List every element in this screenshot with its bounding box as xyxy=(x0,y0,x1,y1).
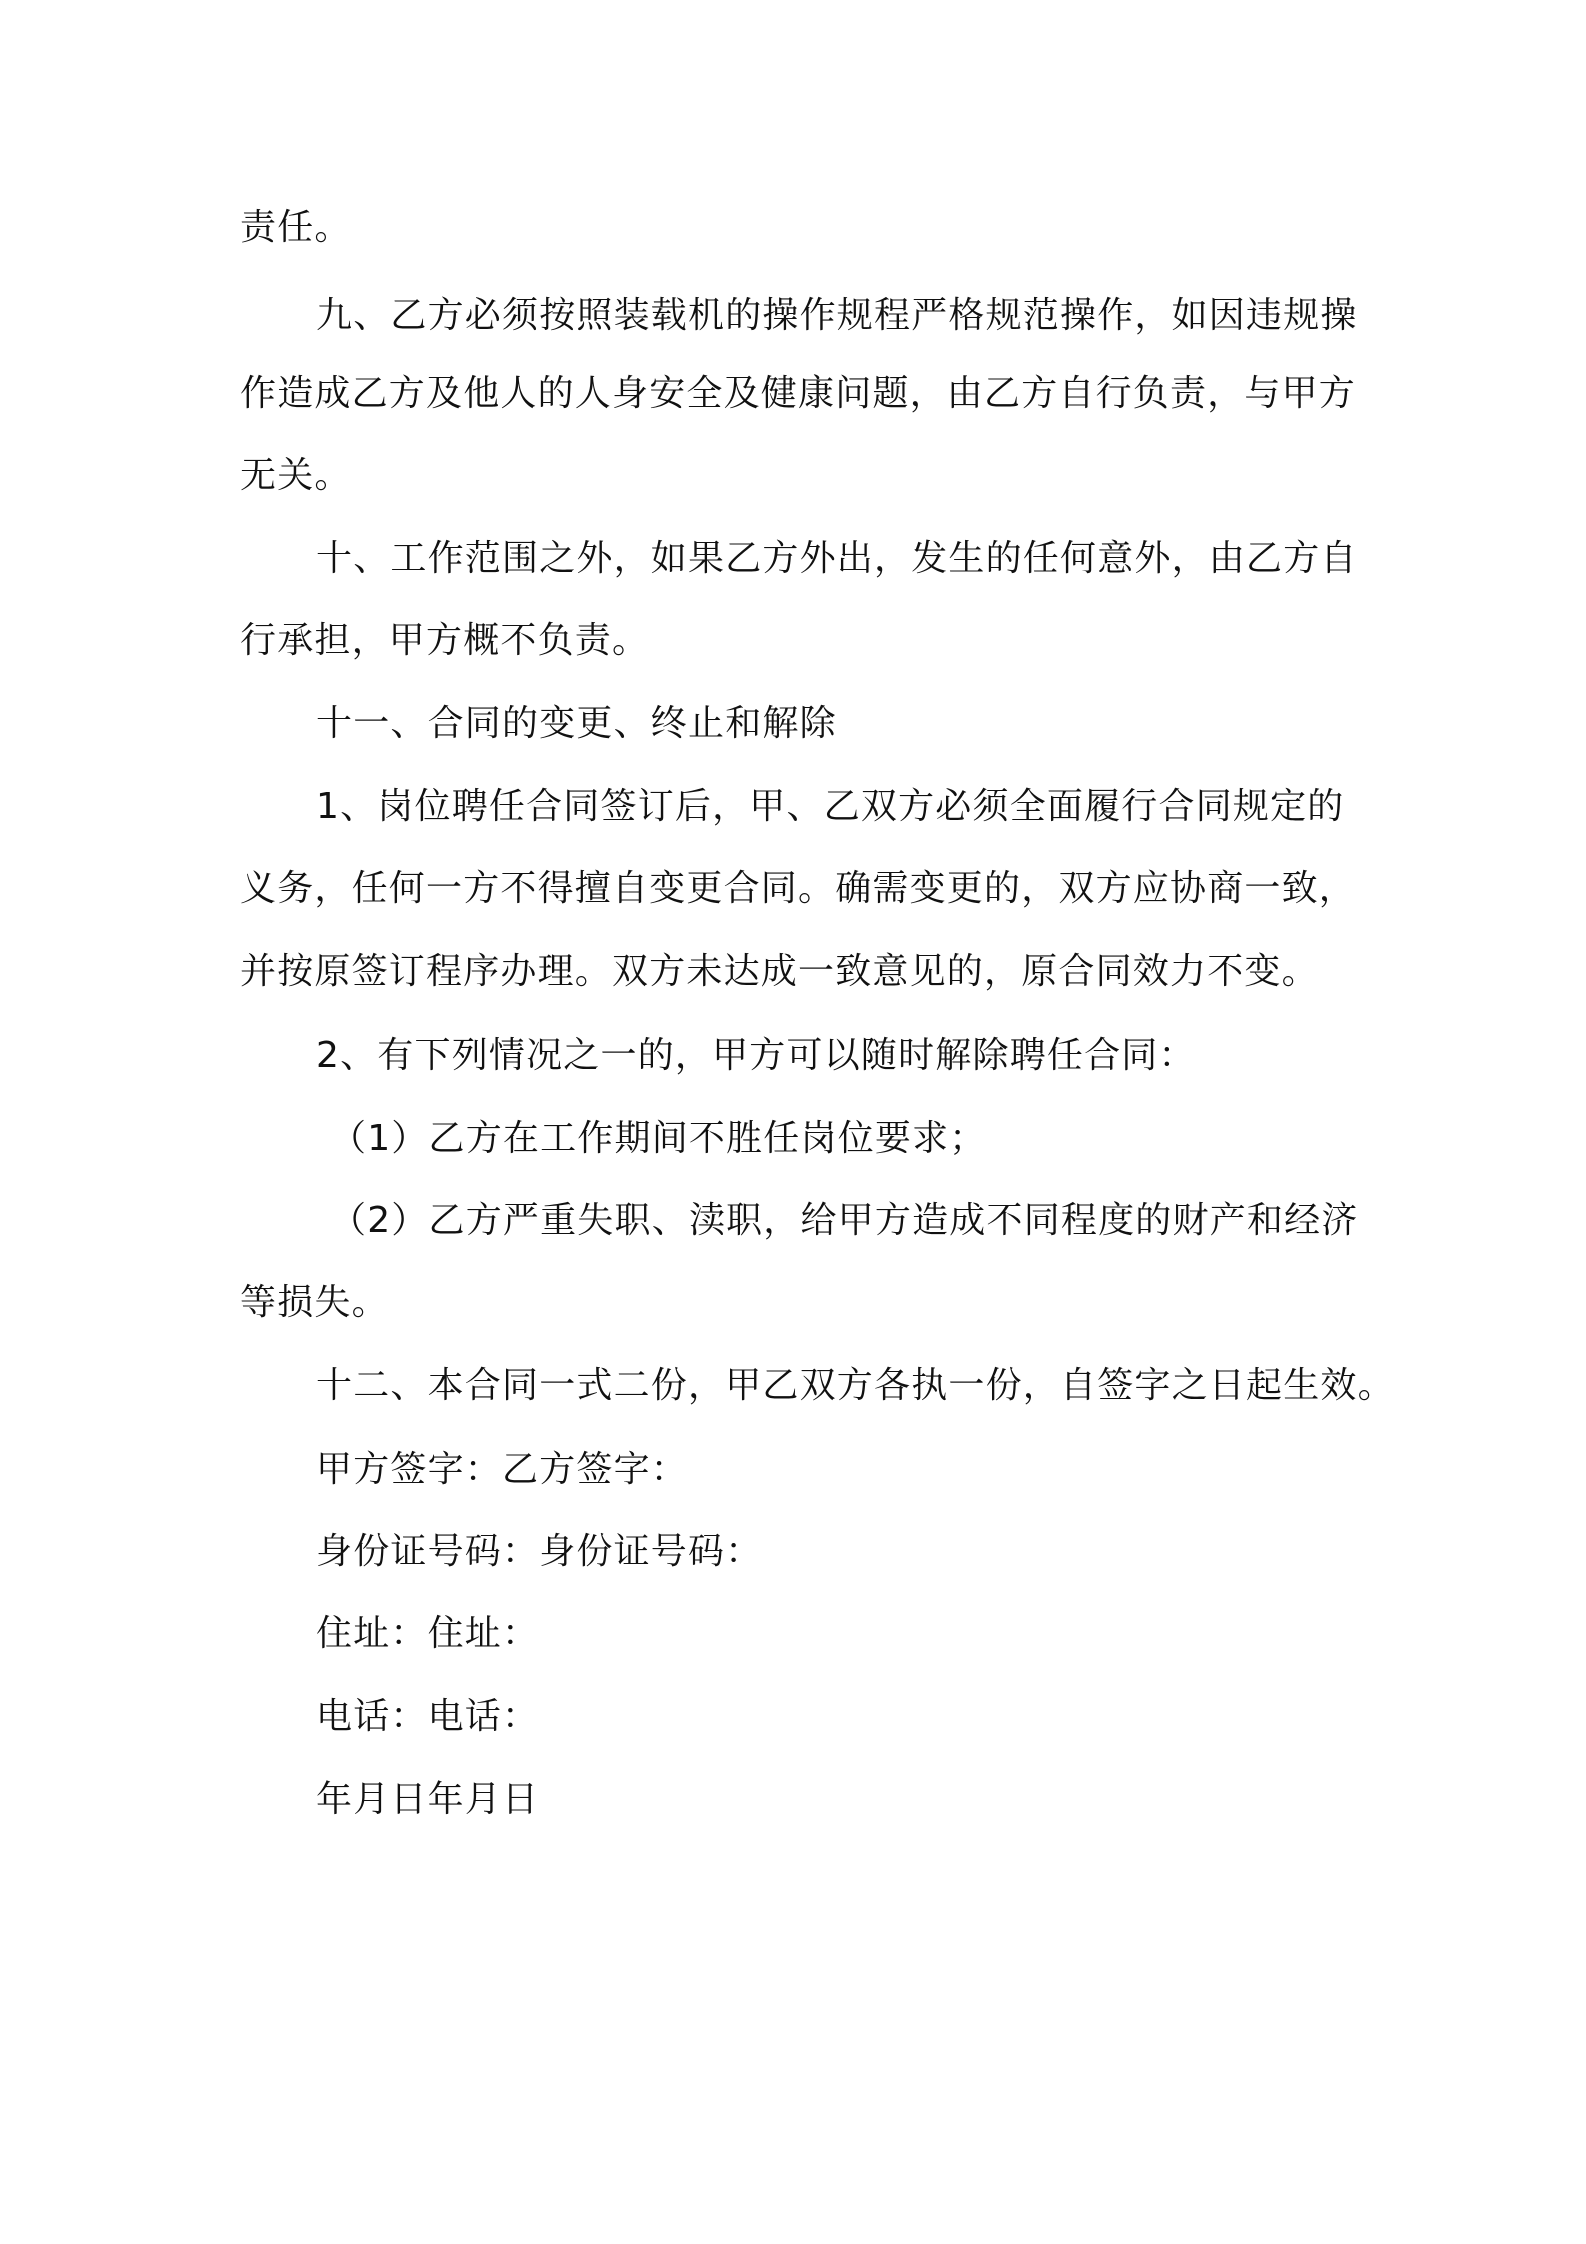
sub-item-2-line-1: （2）乙方严重失职、渎职，给甲方造成不同程度的财产和经济 xyxy=(330,1200,1359,1241)
clause-10-line-2: 行承担，甲方概不负责。 xyxy=(240,620,650,661)
clause-10-line-1: 十、工作范围之外，如果乙方外出，发生的任何意外，由乙方自 xyxy=(316,538,1358,579)
id-number-line: 身份证号码：身份证号码： xyxy=(316,1531,763,1572)
address-line: 住址：住址： xyxy=(316,1613,540,1654)
sub-item-2-line-2: 等损失。 xyxy=(240,1282,389,1323)
item-1-line-1: 1、岗位聘任合同签订后，甲、乙双方必须全面履行合同规定的 xyxy=(316,786,1345,827)
text-line: 责任。 xyxy=(240,207,352,248)
sub-item-1-line: （1）乙方在工作期间不胜任岗位要求； xyxy=(330,1118,987,1159)
section-11-heading: 十一、合同的变更、终止和解除 xyxy=(316,703,837,744)
clause-12-line: 十二、本合同一式二份，甲乙双方各执一份，自签字之日起生效。 xyxy=(316,1365,1395,1406)
item-2-line: 2、有下列情况之一的，甲方可以随时解除聘任合同： xyxy=(316,1035,1196,1076)
clause-9-line-3: 无关。 xyxy=(240,455,352,496)
phone-line: 电话：电话： xyxy=(316,1696,540,1737)
signature-line: 甲方签字：乙方签字： xyxy=(316,1449,689,1490)
date-line: 年月日年月日 xyxy=(316,1779,540,1820)
clause-9-line-2: 作造成乙方及他人的人身安全及健康问题，由乙方自行负责，与甲方 xyxy=(240,373,1357,414)
item-1-line-2: 义务，任何一方不得擅自变更合同。确需变更的，双方应协商一致， xyxy=(240,868,1357,909)
item-1-line-3: 并按原签订程序办理。双方未达成一致意见的，原合同效力不变。 xyxy=(240,951,1319,992)
clause-9-line-1: 九、乙方必须按照装载机的操作规程严格规范操作，如因违规操 xyxy=(316,295,1358,336)
